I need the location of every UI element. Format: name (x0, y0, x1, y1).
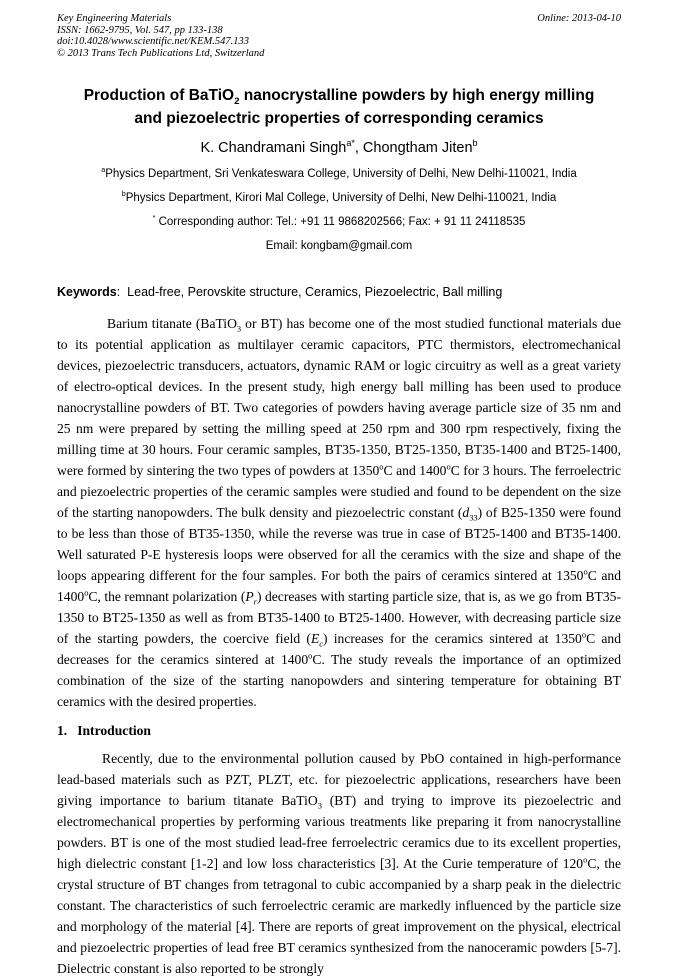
affiliation-b: $^b$Physics Department, Kirori Mal College, University of Delhi, New Delhi-110021, India (121, 190, 557, 204)
keywords-line: Keywords: Lead-free, Perovskite structure, Ceramics, Piezoelectric, Ball milling (57, 285, 503, 299)
journal-title: Key Engineering Materials (57, 13, 172, 24)
corresponding-author-line: * Corresponding author: Tel.: +91 11 9868202566; Fax: + 91 11 24118535 (152, 214, 526, 228)
journal-info-block (57, 13, 264, 59)
copyright-line: © 2013 Trans Tech Publications Ltd, Switzerland (57, 47, 265, 59)
journal-header (57, 13, 621, 59)
online-date: Online: 2013-04-10 (537, 13, 621, 24)
issn-line: ISSN: 1662-9795, Vol. 547, pp 133-138 (57, 24, 223, 36)
section-number: 1. (57, 723, 68, 738)
email-line: Email: kongbam@gmail.com (265, 240, 413, 252)
section-heading-introduction (57, 722, 621, 740)
doi-line: doi:10.4028/www.scientific.net/KEM.547.133 (57, 36, 249, 47)
authors-line: K. Chandramani Singh$^{a*}$, Chongtham Jiten$^b$ (200, 138, 478, 156)
introduction-paragraph: Recently, due to the environmental pollution caused by PbO contained in high-performance lead-based materials such as PZT, PLZT, etc. for piezoelectric applications, researchers have been giving importance to barium titanate BaTiO$_3$ (BT) and trying to improve its piezoelectric and electromechanical properties by performing various treatments like preparing it from nanocrystalline powders. BT is one of the most studied lead-free ferroelectric ceramics due to its excellent properties, high dielectric constant [1-2] and low loss characteristics [3]. At the Curie temperature of 120$^o$C, the crystal structure of BT changes from tetragonal to cubic accompanied by a sharp peak in the dielectric constant. The characteristics of such ferroelectric ceramic are markedly influenced by the particle size and morphology of the material [4]. There are reports of great improvement on the physical, electrical and piezoelectric properties of lead free BT ceramics synthesized from the nanoceramic powders [5-7]. Dielectric constant is also reported to be strongly (57, 751, 621, 976)
paper-title: Production of BaTiO$_2$ nanocrystalline powders by high energy milling and piezoelectric properties of corresponding ceramics (83, 87, 595, 127)
abstract-paragraph: Barium titanate (BaTiO$_3$ or BT) has become one of the most studied functional materials due to its potential application as multilayer ceramic capacitors, PTC thermistors, electromechanical devices, piezoelectric transducers, actuators, dynamic RAM or logic circuitry as well as a great variety of electro-optical devices. In the present study, high energy ball milling has been used to produce nanocrystalline powders of BT. Two categories of powders having average particle size of 35 nm and 25 nm were prepared by setting the milling speed at 250 rpm and 300 rpm respectively, fixing the milling time at 30 hours. Four ceramic samples, BT35-1350, BT25-1350, BT35-1400 and BT25-1400, were formed by sintering the two types of powders at 1350$^o$C and 1400$^o$C for 3 hours. The ferroelectric and piezoelectric properties of the ceramic samples were studied and found to be dependent on the size of the starting nanopowders. The bulk density and piezoelectric constant $(d_{33})$ of B25-1350 were found to be less than those of BT35-1350, while the reverse was true in case of BT25-1400 and BT35-1400. Well saturated P-E hysteresis loops were observed for all the ceramics with the size and shape of the loops appearing different for the four samples. For both the pairs of ceramics sintered at 1350$^o$C and 1400$^o$C, the remnant polarization $(P_r)$ decreases with starting particle size, that is, as we go from BT35-1350 to BT25-1350 as well as from BT35-1400 to BT25-1400. However, with decreasing particle size of the starting powders, the coercive field $(E_c)$ increases for the ceramics sintered at 1350$^o$C and decreases for the ceramics sintered at 1400$^o$C. The study reveals the importance of an optimized combination of the size of the starting nanopowders and sintering temperature for obtaining BT ceramics with the desired properties. (57, 316, 622, 709)
affiliation-a: $^a$Physics Department, Sri Venkateswara College, University of Delhi, New Delhi-110021, India (101, 166, 577, 180)
section-label: Introduction (77, 723, 151, 738)
